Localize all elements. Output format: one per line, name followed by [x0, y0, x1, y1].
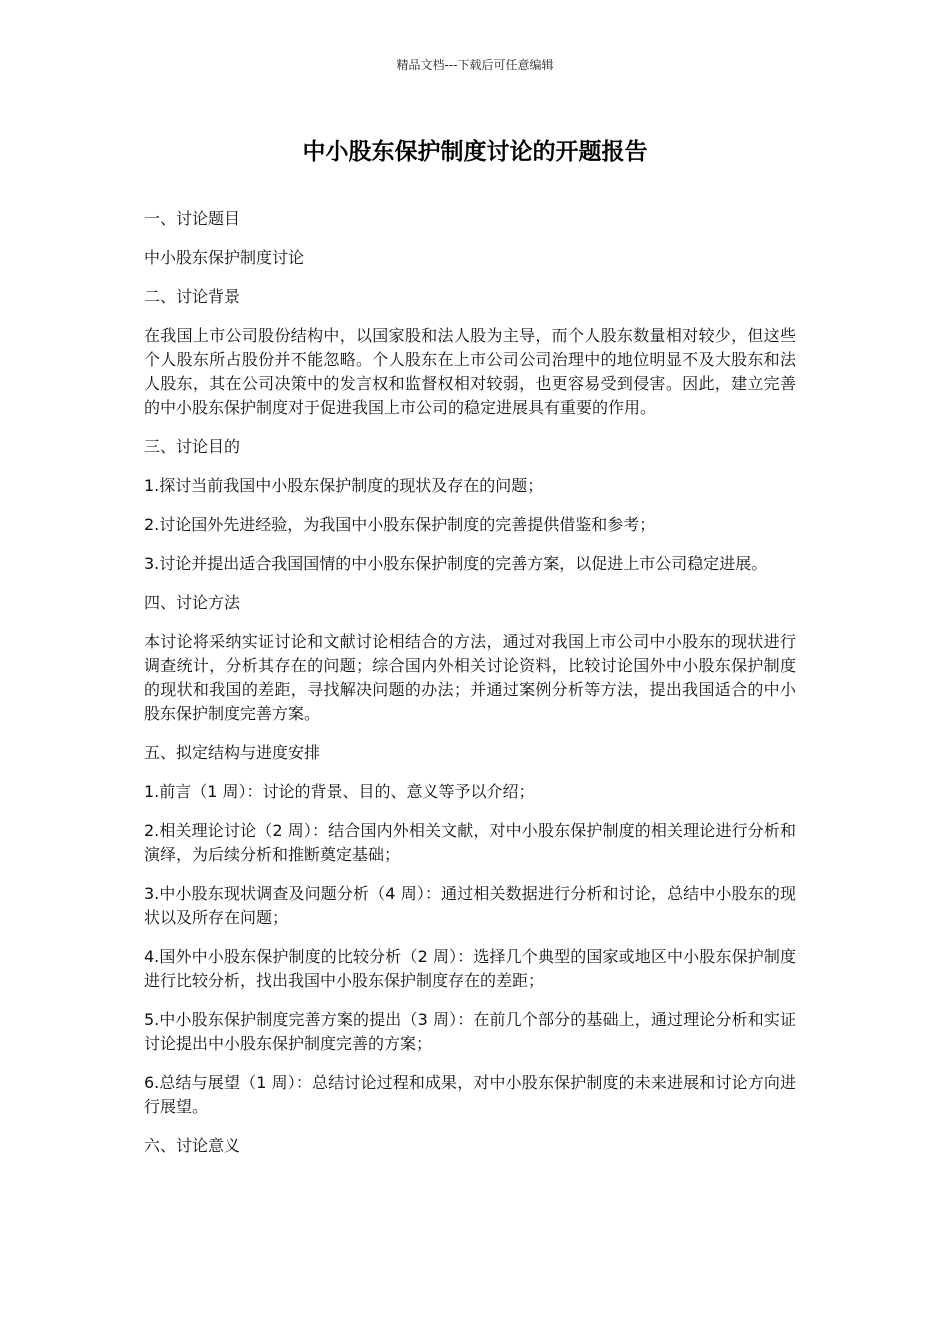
section-significance: [144, 1134, 796, 1158]
document-body: [144, 207, 796, 1173]
section-heading: 五、拟定结构与进度安排: [144, 743, 321, 762]
list-item: 4.国外中小股东保护制度的比较分析（2 周）：选择几个典型的国家或地区中小股东保护制度进行比较分析，找出我国中小股东保护制度存在的差距；: [144, 947, 796, 990]
list-item: 1.探讨当前我国中小股东保护制度的现状及存在的问题；: [144, 476, 544, 495]
list-item: 2.讨论国外先进经验，为我国中小股东保护制度的完善提供借鉴和参考；: [144, 515, 656, 534]
section-heading: 四、讨论方法: [144, 593, 241, 612]
section-background: [144, 285, 796, 420]
section-heading: 三、讨论目的: [144, 437, 241, 456]
section-topic: [144, 207, 796, 270]
section-heading: 一、讨论题目: [144, 209, 241, 228]
list-item: 3.讨论并提出适合我国国情的中小股东保护制度的完善方案，以促进上市公司稳定进展。: [144, 554, 768, 573]
document-title: 中小股东保护制度讨论的开题报告: [302, 139, 648, 165]
page-header: 精品文档---下载后可任意编辑: [396, 58, 554, 72]
paragraph: 中小股东保护制度讨论: [144, 248, 305, 267]
paragraph: 本讨论将采纳实证讨论和文献讨论相结合的方法，通过对我国上市公司中小股东的现状进行调查统计，分析其存在的问题；综合国内外相关讨论资料，比较讨论国外中小股东保护制度的现状和我国的差距，寻找解决问题的办法；并通过案例分析等方法，提出我国适合的中小股东保护制度完善方案。: [144, 632, 796, 723]
section-heading: 六、讨论意义: [144, 1136, 241, 1155]
list-item: 3.中小股东现状调查及问题分析（4 周）：通过相关数据进行分析和讨论，总结中小股东的现状以及所存在问题；: [144, 884, 796, 927]
list-item: 2.相关理论讨论（2 周）：结合国内外相关文献，对中小股东保护制度的相关理论进行分析和演绎，为后续分析和推断奠定基础；: [144, 821, 796, 864]
list-item: 1.前言（1 周）：讨论的背景、目的、意义等予以介绍；: [144, 782, 535, 801]
section-heading: 二、讨论背景: [144, 287, 241, 306]
section-schedule: [144, 741, 796, 1119]
list-item: 6.总结与展望（1 周）：总结讨论过程和成果，对中小股东保护制度的未来进展和讨论方向进行展望。: [144, 1073, 796, 1116]
section-purpose: [144, 435, 796, 576]
list-item: 5.中小股东保护制度完善方案的提出（3 周）：在前几个部分的基础上，通过理论分析和实证讨论提出中小股东保护制度完善的方案；: [144, 1010, 796, 1053]
section-method: [144, 591, 796, 726]
paragraph: 在我国上市公司股份结构中，以国家股和法人股为主导，而个人股东数量相对较少，但这些个人股东所占股份并不能忽略。个人股东在上市公司公司治理中的地位明显不及大股东和法人股东，其在公司决策中的发言权和监督权相对较弱，也更容易受到侵害。因此，建立完善的中小股东保护制度对于促进我国上市公司的稳定进展具有重要的作用。: [144, 326, 796, 417]
